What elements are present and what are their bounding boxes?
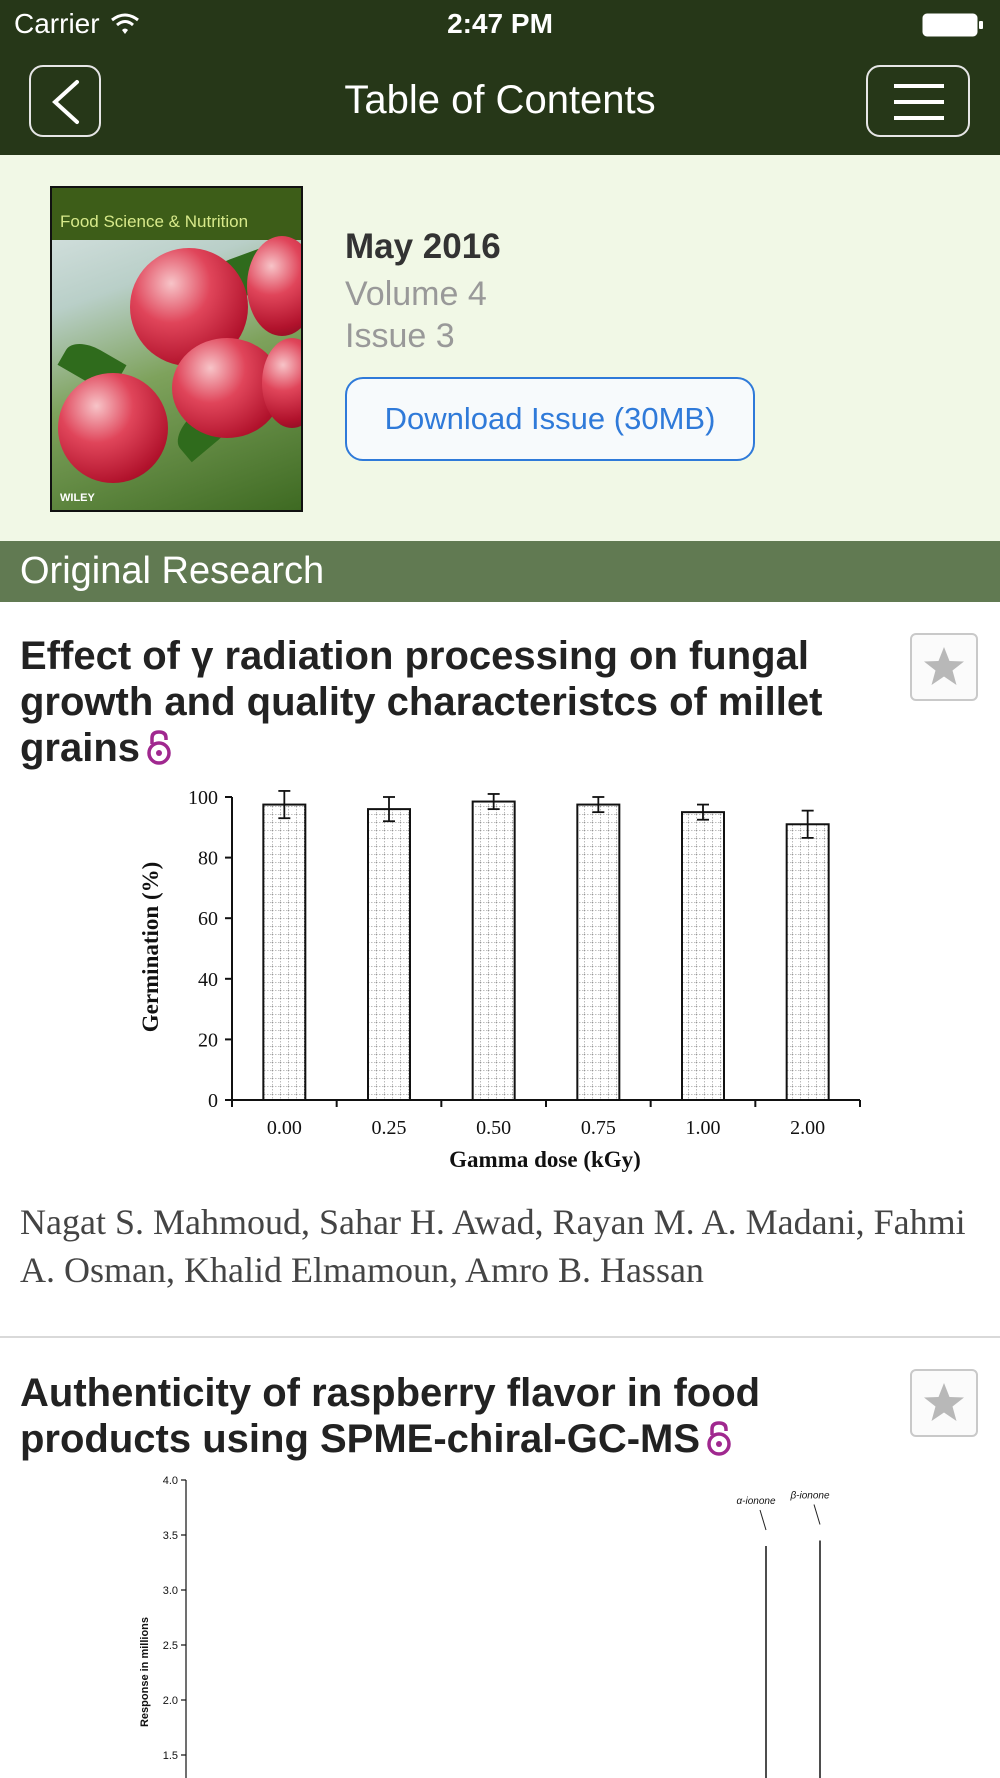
- bar: [787, 824, 829, 1100]
- favorite-button-1[interactable]: [910, 633, 978, 701]
- open-access-icon: [146, 729, 172, 765]
- y-tick-label: 80: [198, 847, 218, 870]
- x-axis-label: Gamma dose (kGy): [449, 1147, 641, 1172]
- issue-cover-image[interactable]: [50, 186, 303, 512]
- section-title: Original Research: [20, 550, 325, 592]
- y-tick-label: 1.5: [162, 1750, 178, 1762]
- battery-icon: [922, 13, 984, 37]
- bar: [682, 812, 724, 1100]
- x-tick-label: 2.00: [790, 1117, 826, 1139]
- y-tick-label: 60: [198, 908, 218, 931]
- article-title-1[interactable]: [20, 633, 900, 771]
- y-tick-label: 40: [198, 968, 218, 991]
- peak-pointer: [814, 1505, 820, 1525]
- issue-number: Issue 3: [345, 317, 455, 355]
- article-title-2[interactable]: [20, 1370, 900, 1462]
- y-tick-label: 4.0: [162, 1475, 178, 1487]
- bar: [368, 809, 410, 1100]
- peak-annotation: α-ionone: [736, 1496, 776, 1507]
- hamburger-menu-icon: [894, 83, 944, 121]
- y-tick-label: 3.0: [162, 1585, 178, 1597]
- y-tick-label: 2.0: [162, 1695, 178, 1707]
- carrier-label: Carrier: [14, 8, 100, 39]
- top-bar: [0, 0, 1000, 155]
- download-issue-button[interactable]: Download Issue (30MB): [345, 377, 755, 461]
- bar: [263, 805, 305, 1100]
- article-title-2-text: Authenticity of raspberry flavor in food products using SPME-chiral-GC-MS: [20, 1371, 761, 1461]
- y-tick-label: 3.5: [162, 1530, 178, 1542]
- open-access-icon: [706, 1420, 732, 1456]
- y-axis-label: Germination (%): [138, 861, 163, 1033]
- section-header: [0, 541, 1000, 602]
- article-divider: [0, 1336, 1000, 1338]
- x-tick-label: 0.00: [266, 1117, 302, 1139]
- x-tick-label: 0.50: [476, 1117, 512, 1139]
- y-axis-label: Response in millions: [139, 1616, 151, 1728]
- y-tick-label: 20: [198, 1029, 218, 1052]
- germination-bar-chart[interactable]: [120, 782, 880, 1177]
- menu-button[interactable]: [866, 65, 970, 137]
- cover-publisher: WILEY: [60, 492, 95, 504]
- status-time: 2:47 PM: [447, 8, 553, 39]
- y-tick-label: 100: [188, 787, 218, 809]
- status-bar: [0, 0, 1000, 50]
- peak-annotation: β-ionone: [790, 1490, 830, 1502]
- article-title-1-text: Effect of γ radiation processing on fungal growth and quality characteristcs of millet grains: [20, 634, 823, 770]
- y-tick-label: 0: [208, 1090, 218, 1112]
- x-tick-label: 1.00: [685, 1117, 721, 1139]
- bar: [473, 802, 515, 1100]
- issue-volume: Volume 4: [345, 275, 487, 313]
- bar: [577, 805, 619, 1100]
- peak-pointer: [760, 1510, 766, 1530]
- favorite-button-2[interactable]: [910, 1369, 978, 1437]
- x-tick-label: 0.75: [580, 1117, 616, 1139]
- chromatogram-chart[interactable]: [120, 1472, 880, 1778]
- y-tick-label: 2.5: [162, 1640, 178, 1652]
- issue-header: [0, 155, 1000, 541]
- star-icon: [922, 1381, 966, 1425]
- x-tick-label: 0.25: [371, 1117, 407, 1139]
- page-title: Table of Contents: [344, 78, 656, 122]
- article-authors-1: Nagat S. Mahmoud, Sahar H. Awad, Rayan M. A. Madani, Fahmi A. Osman, Khalid Elmamoun, Amro B. Hassan: [20, 1202, 966, 1290]
- issue-date: May 2016: [345, 227, 501, 266]
- cover-title: Food Science & Nutrition: [60, 212, 249, 231]
- star-icon: [922, 645, 966, 689]
